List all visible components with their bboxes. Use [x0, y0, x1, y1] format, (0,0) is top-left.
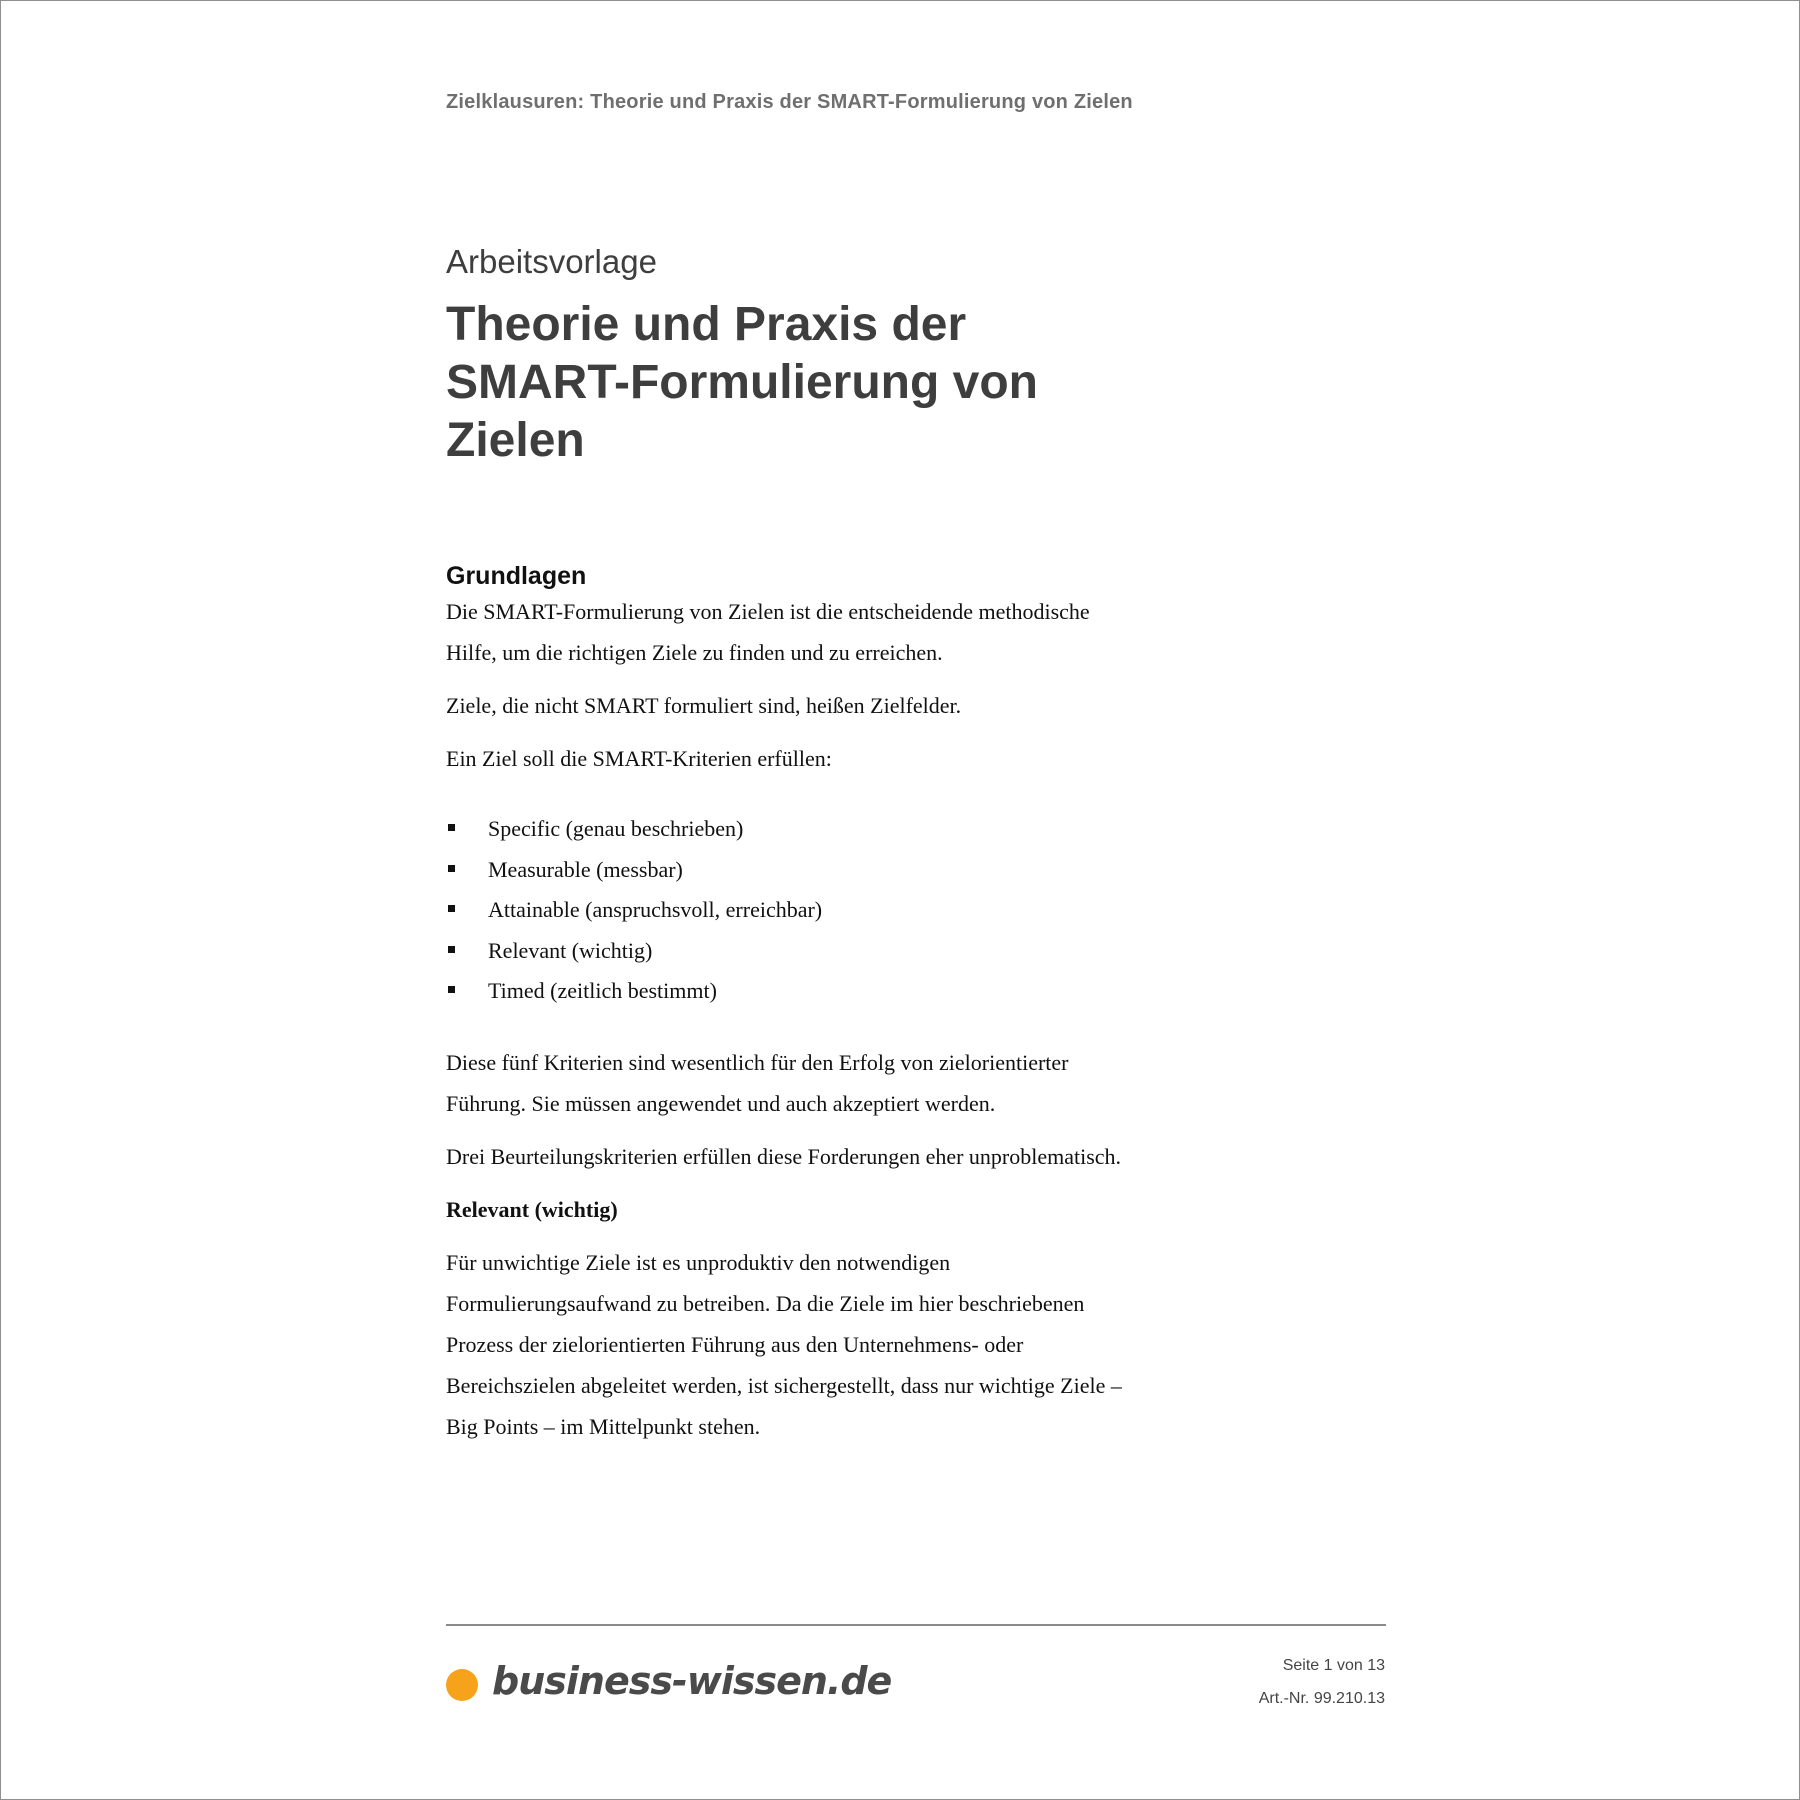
zielfelder-paragraph: Ziele, die nicht SMART formuliert sind, heißen Zielfelder. [446, 693, 962, 718]
bullet-square-icon [448, 865, 455, 872]
list-item-text: Relevant (wichtig) [488, 937, 653, 963]
article-number: Art.-Nr. 99.210.13 [1258, 1690, 1385, 1707]
document-title [446, 296, 1246, 470]
document-title-line: SMART-Formulierung von [446, 356, 1038, 409]
paragraph-line: Die SMART-Formulierung von Zielen ist die entscheidende methodische [446, 599, 1090, 624]
paragraph-line: Für unwichtige Ziele ist es unproduktiv den notwendigen [446, 1249, 951, 1275]
importance-paragraph [446, 1042, 1206, 1124]
brand-wordmark: business-wissen.de [492, 1659, 892, 1703]
list-item-text: Timed (zeitlich bestimmt) [488, 978, 717, 1003]
bullet-square-icon [448, 946, 455, 953]
document-title-line: Zielen [446, 414, 585, 467]
list-item [446, 971, 1206, 1012]
paragraph-line: Bereichszielen abgeleitet werden, ist sichergestellt, dass nur wichtige Ziele – [446, 1372, 1122, 1398]
list-item [446, 850, 1206, 891]
list-item-text: Measurable (messbar) [488, 856, 683, 882]
page-meta [1259, 1649, 1385, 1715]
running-header: Zielklausuren: Theorie und Praxis der SMART-Formulierung von Zielen [446, 91, 1133, 113]
page-number: Seite 1 von 13 [1282, 1657, 1385, 1674]
footer-divider [446, 1624, 1386, 1626]
smart-criteria-list [446, 809, 1206, 1012]
criteria-intro-paragraph: Ein Ziel soll die SMART-Kriterien erfüllen: [446, 746, 832, 771]
relevant-heading: Relevant (wichtig) [446, 1196, 618, 1222]
paragraph-line: Führung. Sie müssen angewendet und auch akzeptiert werden. [446, 1090, 996, 1116]
document-title-line: Theorie und Praxis der [446, 298, 967, 351]
list-item [446, 931, 1206, 972]
three-criteria-paragraph: Drei Beurteilungskriterien erfüllen diese Forderungen eher unproblematisch. [446, 1143, 1122, 1169]
bullet-square-icon [448, 986, 455, 993]
paragraph-line: Formulierungsaufwand zu betreiben. Da die Ziele im hier beschriebenen [446, 1290, 1085, 1316]
paragraph-line: Big Points – im Mittelpunkt stehen. [446, 1413, 761, 1439]
bullet-square-icon [448, 824, 455, 831]
brand-dot-icon [446, 1669, 478, 1701]
paragraph-line: Hilfe, um die richtigen Ziele zu finden und zu erreichen. [446, 640, 943, 665]
intro-paragraph [446, 591, 1206, 673]
relevant-paragraph [446, 1242, 1206, 1447]
paragraph-line: Diese fünf Kriterien sind wesentlich für den Erfolg von zielorientierter [446, 1049, 1069, 1075]
list-item-text: Specific (genau beschrieben) [488, 816, 744, 841]
section-heading-grundlagen: Grundlagen [446, 562, 587, 590]
list-item-text: Attainable (anspruchsvoll, erreichbar) [488, 897, 823, 922]
list-item [446, 809, 1206, 850]
list-item [446, 890, 1206, 931]
paragraph-line: Prozess der zielorientierten Führung aus den Unternehmens- oder [446, 1331, 1024, 1357]
document-kind-label: Arbeitsvorlage [446, 243, 657, 280]
document-body [446, 561, 1206, 1447]
bullet-square-icon [448, 905, 455, 912]
